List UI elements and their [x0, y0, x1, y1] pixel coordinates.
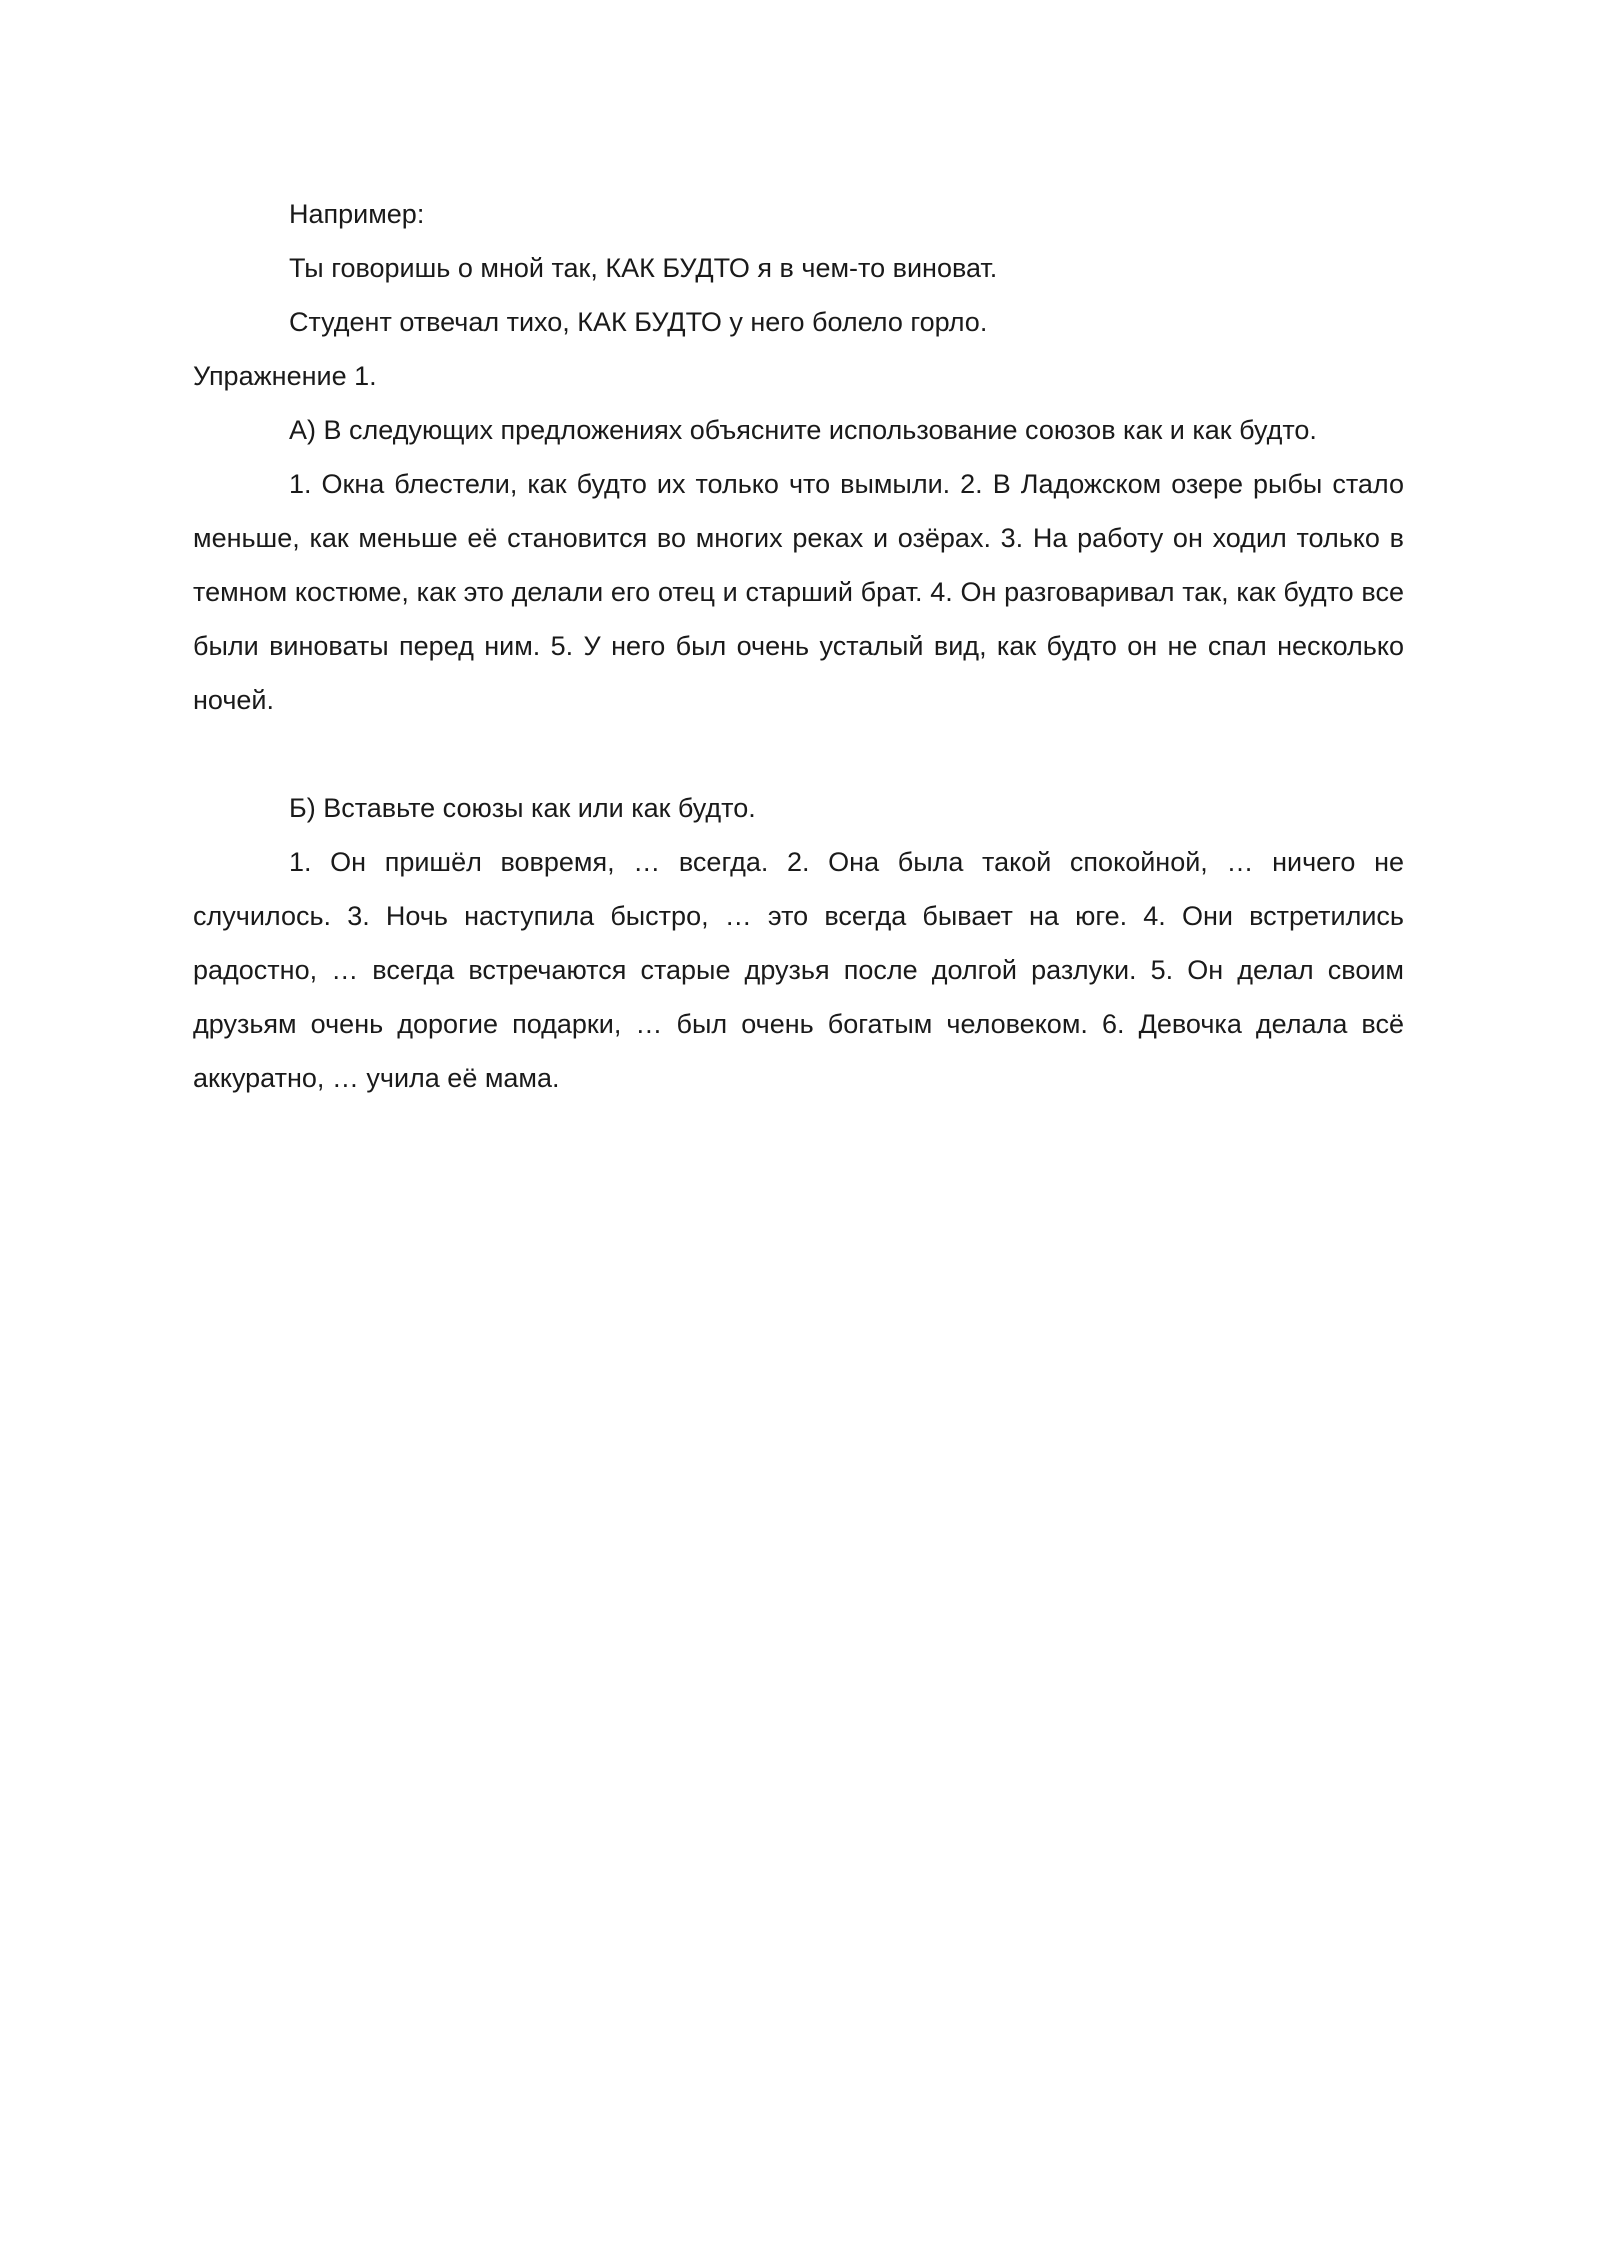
example-label: Например: [289, 199, 425, 229]
task-b-text: 1. Он пришёл вовремя, … всегда. 2. Она была такой спокойной, … ничего не случилось. 3. Ночь наступила быстро, … это всегда бывает на юге. 4. Они встретились радостно, … всегда встречаются старые друзья после долгой разлуки. 5. Он делал своим друзьям очень дорогие подарки, … был очень богатым человеком. 6. Девочка делала всё аккуратно, … учила её мама. [193, 847, 1404, 1093]
task-a-instruction: А) В следующих предложениях объясните использование союзов как и как будто. [289, 415, 1317, 445]
task-a-text: 1. Окна блестели, как будто их только что вымыли. 2. В Ладожском озере рыбы стало меньше, как меньше её становится во многих реках и озёрах. 3. На работу он ходил только в темном костюме, как это делали его отец и старший брат. 4. Он разговаривал так, как будто все были виноваты перед ним. 5. У него был очень усталый вид, как будто он не спал несколько ночей. [193, 469, 1404, 715]
exercise-title: Упражнение 1. [193, 361, 377, 391]
task-b-instruction: Б) Вставьте союзы как или как будто. [289, 793, 756, 823]
paragraph-spacer [193, 727, 1404, 781]
document-body [193, 187, 1404, 1105]
example-sentence-1: Ты говоришь о мной так, КАК БУДТО я в чем-то виноват. [289, 253, 998, 283]
example-sentence-2: Студент отвечал тихо, КАК БУДТО у него болело горло. [289, 307, 988, 337]
